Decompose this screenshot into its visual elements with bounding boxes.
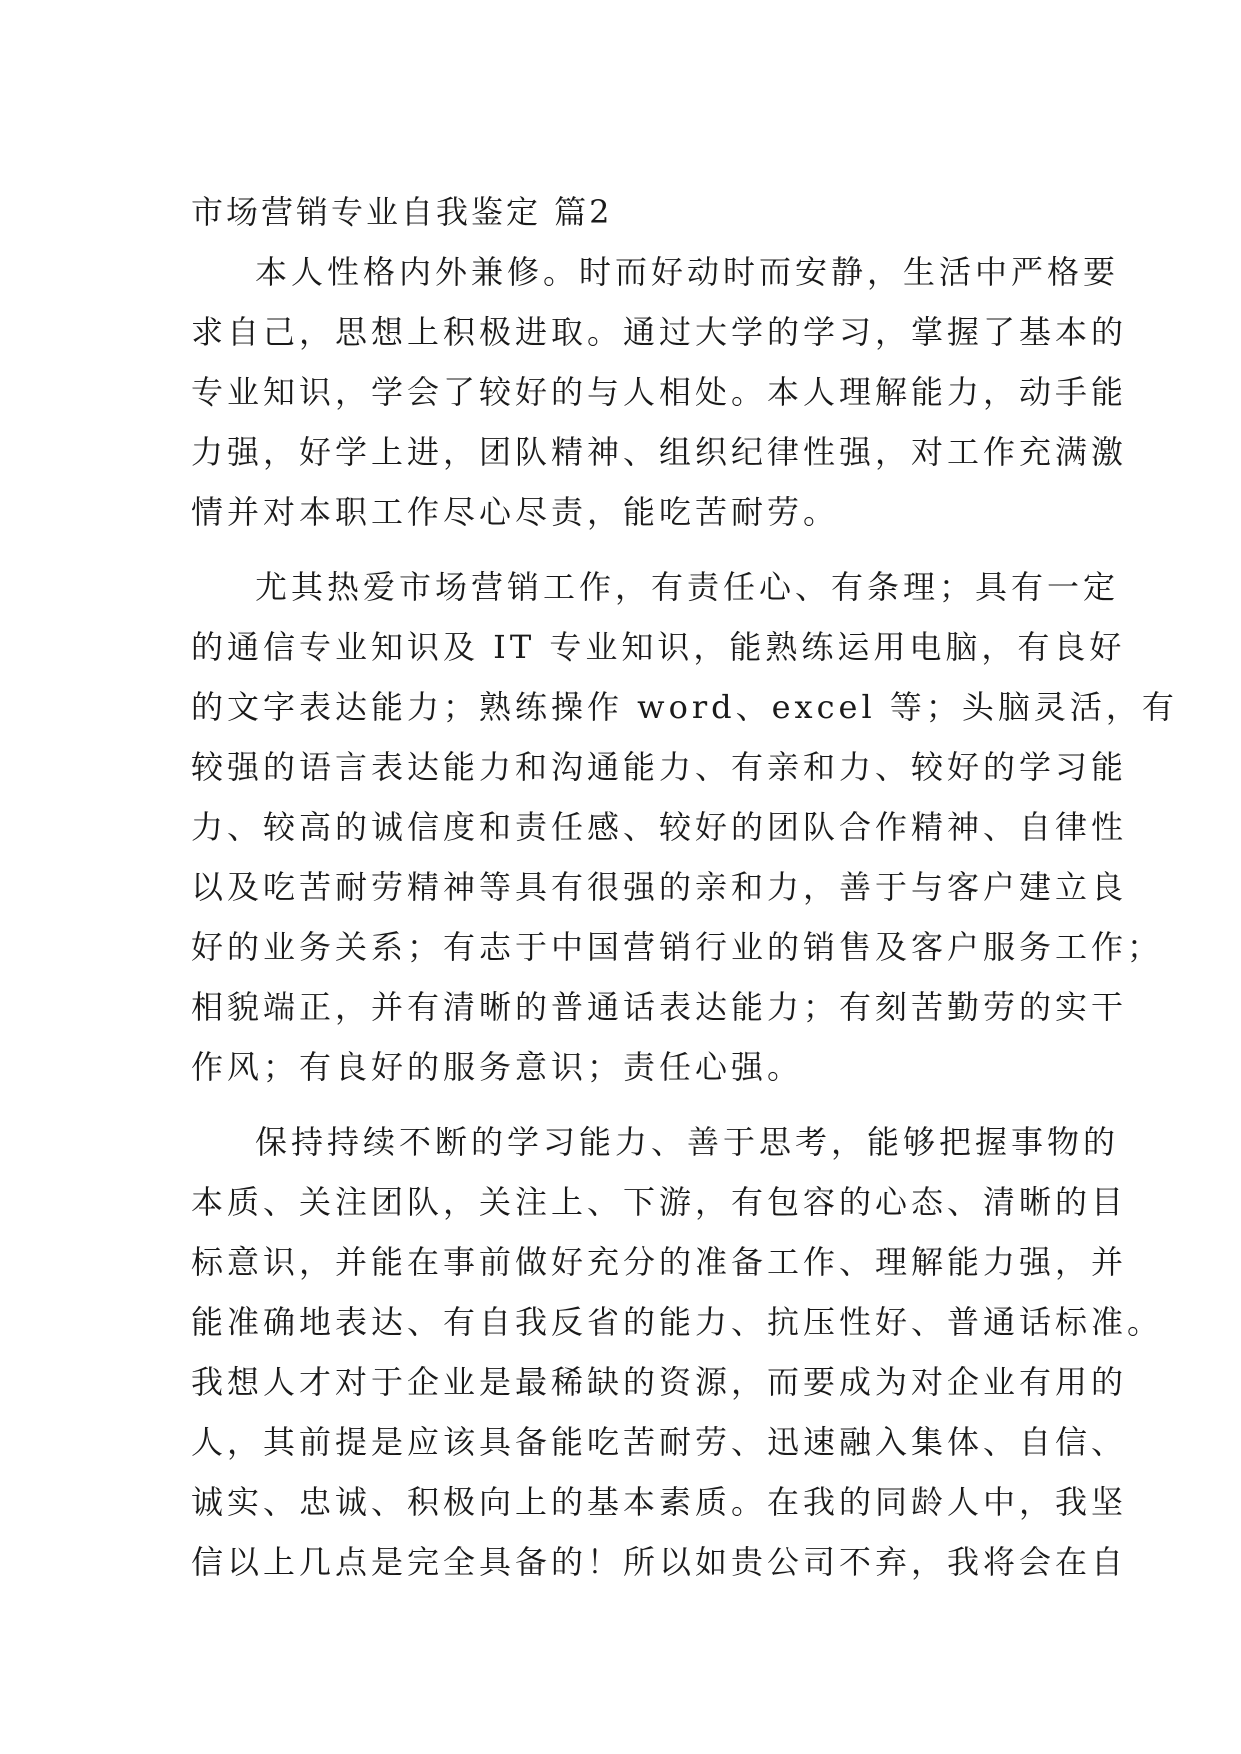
paragraph-2-line-8: 相貌端正，并有清晰的普通话表达能力；有刻苦勤劳的实干 [191, 988, 1128, 1026]
paragraph-1-line-2: 求自己，思想上积极进取。通过大学的学习，掌握了基本的 [191, 313, 1128, 351]
paragraph-2-line-2: 的通信专业知识及 IT 专业知识，能熟练运用电脑，有良好 [191, 628, 1126, 666]
paragraph-3-line-6: 人，其前提是应该具备能吃苦耐劳、迅速融入集体、自信、 [191, 1423, 1128, 1461]
paragraph-3-line-8: 信以上几点是完全具备的！所以如贵公司不弃，我将会在自 [191, 1543, 1128, 1581]
paragraph-3-line-1: 保持持续不断的学习能力、善于思考，能够把握事物的 [255, 1123, 1120, 1161]
paragraph-3-line-4: 能准确地表达、有自我反省的能力、抗压性好、普通话标准。 [191, 1303, 1164, 1341]
paragraph-3-line-7: 诚实、忠诚、积极向上的基本素质。在我的同龄人中，我坚 [191, 1483, 1128, 1521]
paragraph-2-line-7: 好的业务关系；有志于中国营销行业的销售及客户服务工作； [191, 928, 1164, 966]
paragraph-1-line-1: 本人性格内外兼修。时而好动时而安静，生活中严格要 [255, 253, 1120, 291]
paragraph-2-line-1: 尤其热爱市场营销工作，有责任心、有条理；具有一定 [255, 568, 1120, 606]
paragraph-2-line-3: 的文字表达能力；熟练操作 word、excel 等；头脑灵活，有 [191, 688, 1178, 726]
paragraph-3-line-2: 本质、关注团队，关注上、下游，有包容的心态、清晰的目 [191, 1183, 1128, 1221]
paragraph-2-line-4: 较强的语言表达能力和沟通能力、有亲和力、较好的学习能 [191, 748, 1128, 786]
paragraph-3-line-5: 我想人才对于企业是最稀缺的资源，而要成为对企业有用的 [191, 1363, 1128, 1401]
document-title: 市场营销专业自我鉴定 篇2 [191, 193, 613, 231]
paragraph-2-line-9: 作风；有良好的服务意识；责任心强。 [191, 1048, 804, 1086]
paragraph-1-line-3: 专业知识，学会了较好的与人相处。本人理解能力，动手能 [191, 373, 1128, 411]
paragraph-1-line-5: 情并对本职工作尽心尽责，能吃苦耐劳。 [191, 493, 840, 531]
paragraph-2-line-6: 以及吃苦耐劳精神等具有很强的亲和力，善于与客户建立良 [191, 868, 1128, 906]
paragraph-2-line-5: 力、较高的诚信度和责任感、较好的团队合作精神、自律性 [191, 808, 1128, 846]
paragraph-1-line-4: 力强，好学上进，团队精神、组织纪律性强，对工作充满激 [191, 433, 1128, 471]
paragraph-3-line-3: 标意识，并能在事前做好充分的准备工作、理解能力强，并 [191, 1243, 1128, 1281]
